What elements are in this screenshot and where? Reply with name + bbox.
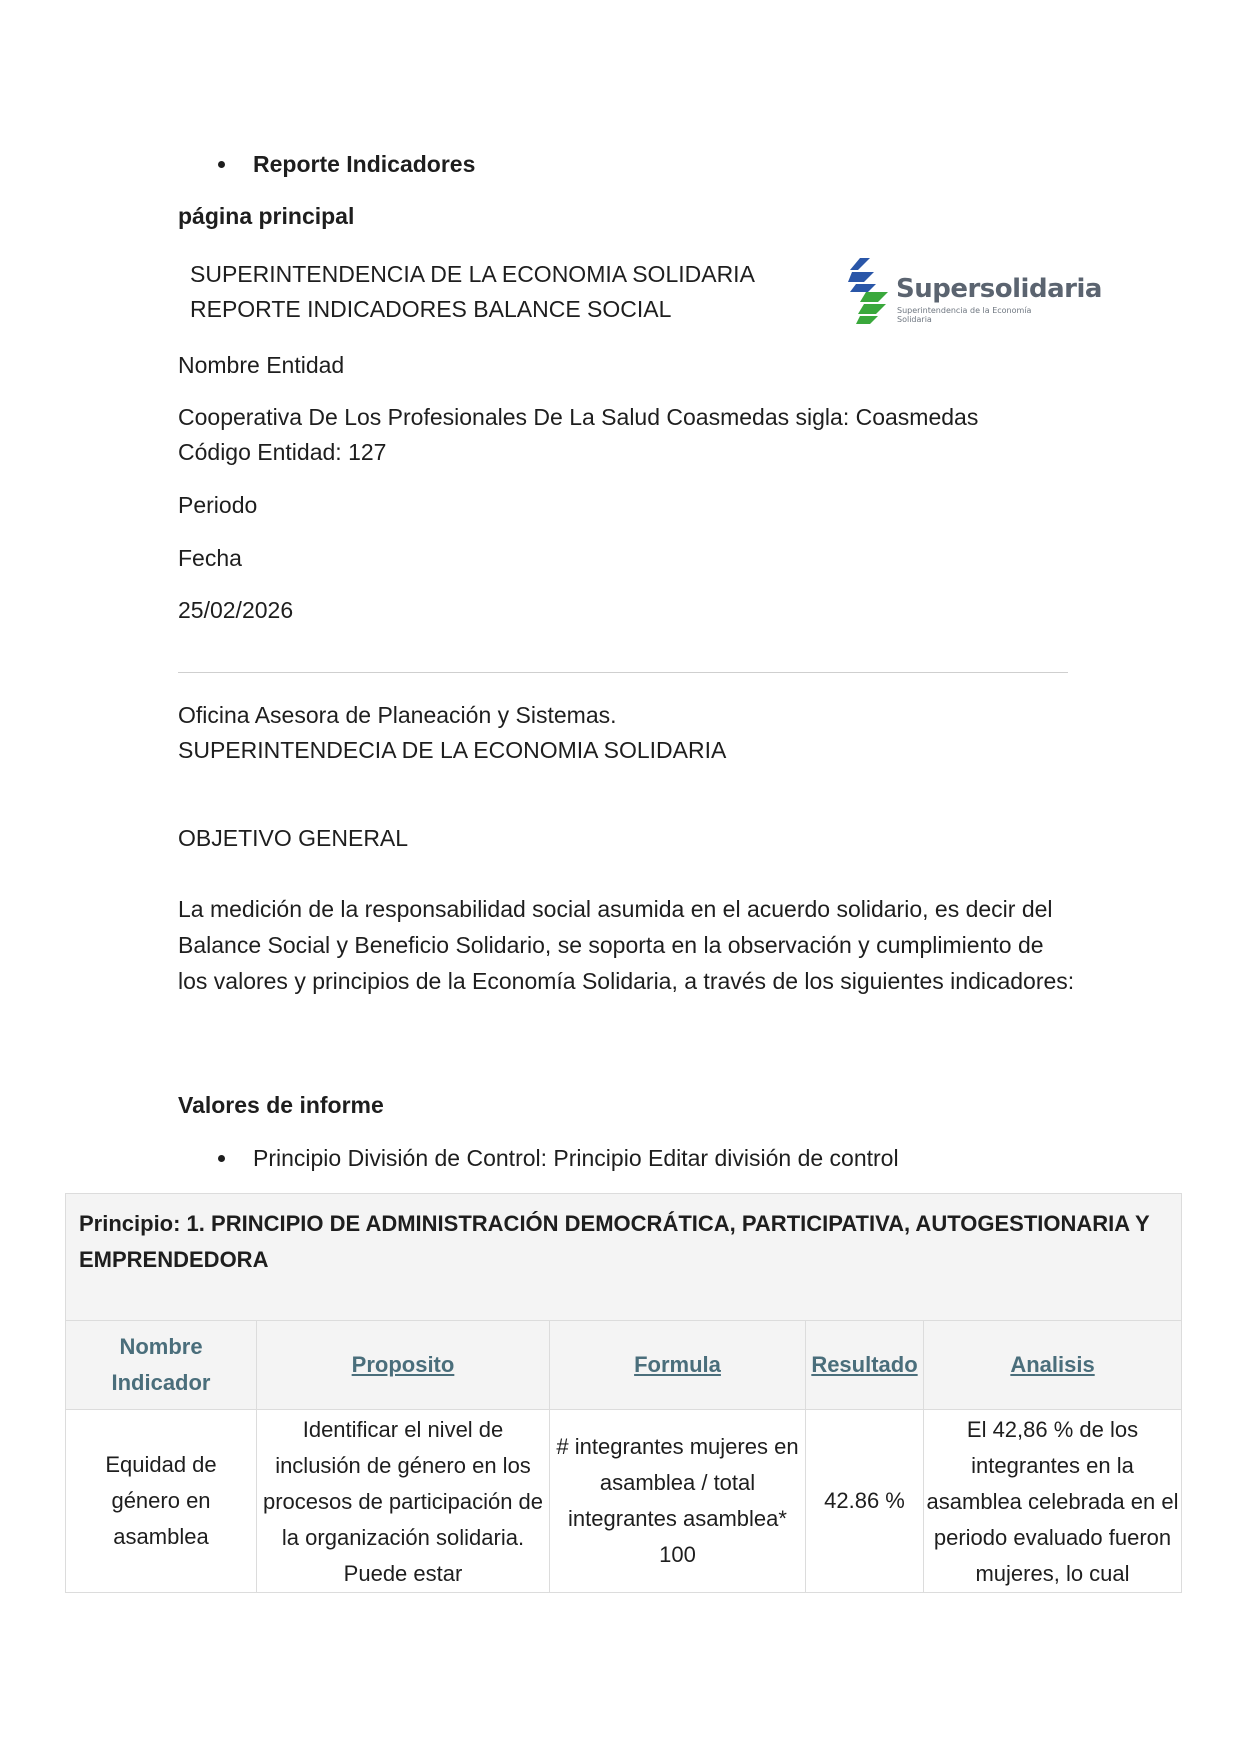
report-values-title: Valores de informe [178, 1092, 384, 1118]
divider [178, 672, 1068, 673]
org-title-line1: SUPERINTENDENCIA DE LA ECONOMIA SOLIDARIA [190, 261, 755, 287]
page-subtitle: página principal [178, 203, 355, 229]
objective-paragraph: La medición de la responsabilidad social asumida en el acuerdo solidario, es decir del Balance Social y Beneficio Solidario, se soporta en la observación y cumplimiento de los valores y principios de la Economía Solidaria, a través de los siguientes indicadores: [178, 896, 1075, 994]
control-division-item: Principio División de Control: Principio Editar división de control [253, 1145, 899, 1171]
bullet-dot [218, 1155, 225, 1162]
org-title-line2: REPORTE INDICADORES BALANCE SOCIAL [190, 296, 672, 322]
formula-text: # integrantes mujeres en asamblea / total integrantes asamblea* 100 [556, 1434, 799, 1567]
principle-row [66, 1194, 1182, 1321]
analysis-cell [924, 1410, 1182, 1593]
entity-label: Nombre Entidad [178, 352, 345, 378]
column-header-formula[interactable]: Formula [550, 1321, 806, 1410]
analysis-text: El 42,86 % de los integrantes en la asamblea celebrada en el periodo evaluado fueron mujeres, lo cual [926, 1417, 1179, 1586]
formula-cell [550, 1410, 806, 1593]
column-header-analysis[interactable]: Analisis [924, 1321, 1182, 1410]
column-header-purpose[interactable]: Proposito [257, 1321, 550, 1410]
purpose-cell [257, 1410, 550, 1593]
office-line2: SUPERINTENDECIA DE LA ECONOMIA SOLIDARIA [178, 737, 727, 763]
indicator-table [65, 1193, 1182, 1593]
result-cell: 42.86 % [806, 1410, 924, 1593]
supersolidaria-logo [846, 256, 1102, 326]
date-label: Fecha [178, 545, 242, 571]
column-header-result[interactable]: Resultado [806, 1321, 924, 1410]
bullet-dot [218, 161, 225, 168]
purpose-text: Identificar el nivel de inclusión de género en los procesos de participación de la organización solidaria. Puede estar [262, 1417, 544, 1586]
logo-subtitle: Superintendencia de la Economía Solidaria [897, 306, 1032, 324]
indicator-name: Equidad de género en asamblea [105, 1452, 217, 1549]
objective-title: OBJETIVO GENERAL [178, 825, 409, 851]
indicator-name-cell [66, 1410, 257, 1593]
date-value: 25/02/2026 [178, 597, 294, 623]
table-header-row [66, 1321, 1182, 1410]
period-label: Periodo [178, 492, 258, 518]
logo-wordmark: Supersolidaria [896, 274, 1102, 304]
section-heading: Reporte Indicadores [253, 151, 476, 177]
principle-title: Principio: 1. PRINCIPIO DE ADMINISTRACIÓN DEMOCRÁTICA, PARTICIPATIVA, AUTOGESTIONARIA Y EMPRENDEDORA [66, 1194, 1182, 1321]
office-line1: Oficina Asesora de Planeación y Sistemas. [178, 702, 617, 728]
logo-mark-icon [846, 256, 896, 326]
table-row [66, 1410, 1182, 1593]
column-header-name[interactable] [66, 1321, 257, 1410]
header-label: Nombre Indicador [111, 1334, 211, 1395]
entity-name: Cooperativa De Los Profesionales De La Salud Coasmedas sigla: Coasmedas [178, 404, 979, 430]
entity-code: Código Entidad: 127 [178, 439, 387, 465]
